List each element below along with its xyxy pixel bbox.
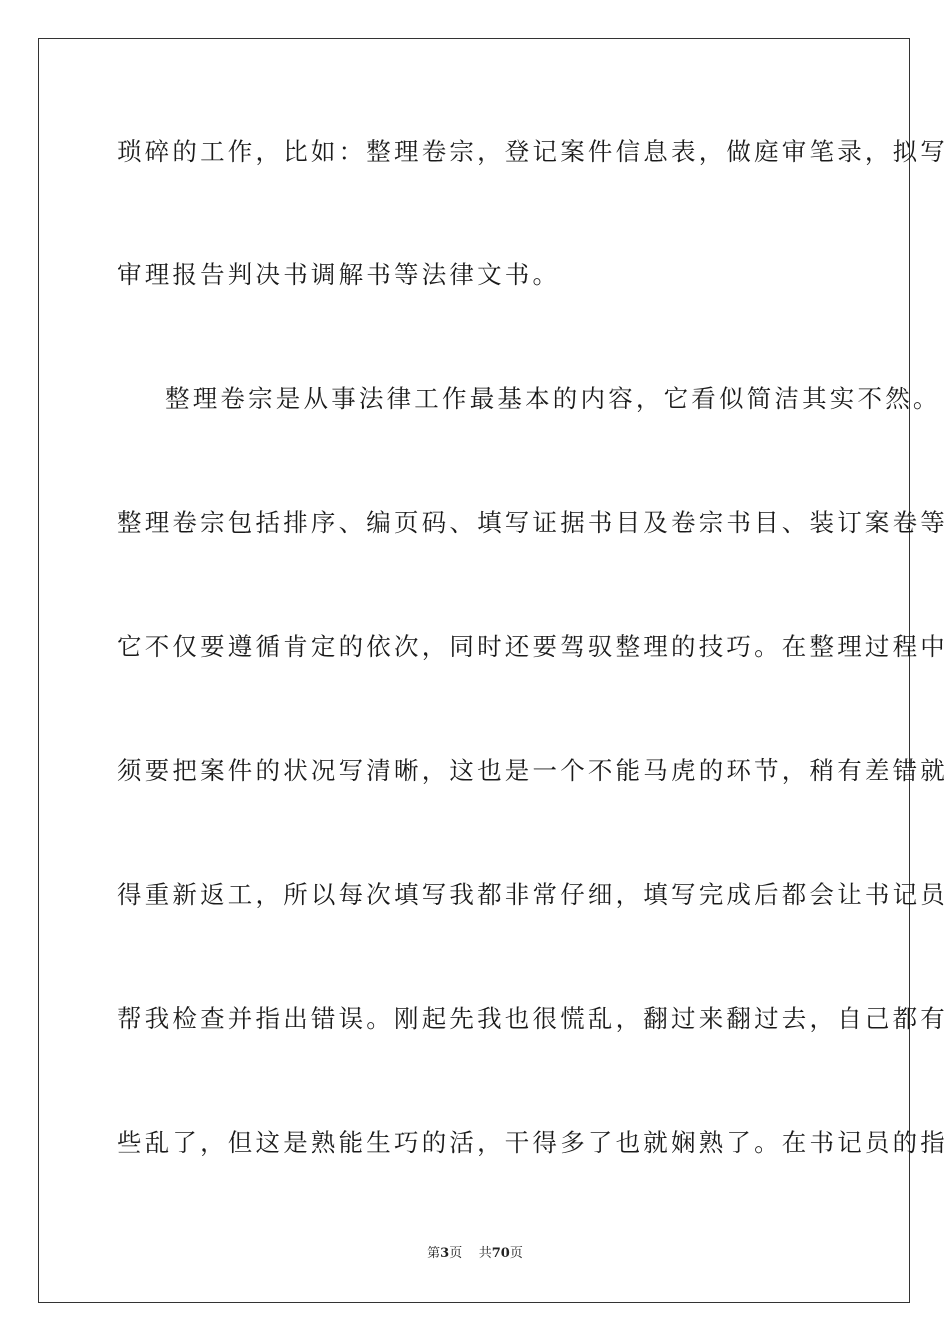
- total-prefix: 共: [478, 1246, 492, 1261]
- page-prefix: 第: [427, 1246, 441, 1261]
- total-pages: 70: [491, 1246, 510, 1261]
- body-text-line-6: 须要把案件的状况写清晰，这也是一个不能马虎的环节，稍有差错就: [117, 756, 948, 785]
- body-text-line-5: 它不仅要遵循肯定的依次，同时还要驾驭整理的技巧。在整理过程中: [117, 632, 948, 661]
- body-text-line-9: 些乱了，但这是熟能生巧的活，干得多了也就娴熟了。在书记员的指: [117, 1128, 948, 1157]
- total-suffix: 页: [509, 1246, 523, 1261]
- body-text-line-2: 审理报告判决书调解书等法律文书。: [117, 260, 561, 289]
- body-text-line-4: 整理卷宗包括排序、编页码、填写证据书目及卷宗书目、装订案卷等: [117, 508, 948, 537]
- body-text-line-7: 得重新返工，所以每次填写我都非常仔细，填写完成后都会让书记员: [117, 880, 948, 909]
- body-text-line-3: 整理卷宗是从事法律工作最基本的内容，它看似简洁其实不然。: [165, 384, 941, 413]
- page-suffix: 页: [449, 1246, 463, 1261]
- page-border: [38, 38, 948, 1303]
- body-text-line-8: 帮我检查并指出错误。刚起先我也很慌乱，翻过来翻过去，自己都有: [117, 1004, 948, 1033]
- page-number: 3: [440, 1246, 450, 1261]
- body-text-line-1: 琐碎的工作，比如：整理卷宗，登记案件信息表，做庭审笔录，拟写: [117, 137, 948, 166]
- page-footer: [0, 1245, 950, 1263]
